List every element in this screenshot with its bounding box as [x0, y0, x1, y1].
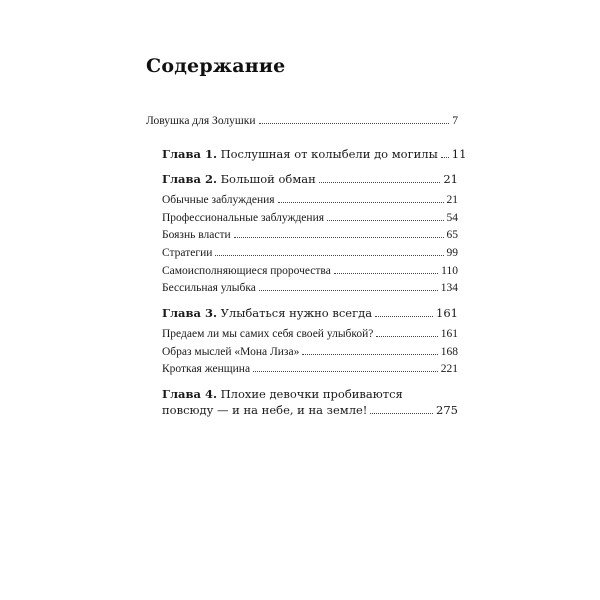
leader-dots [334, 272, 438, 274]
toc-entry-label: Ловушка для Золушки [146, 115, 256, 127]
toc-entry-chapter-1[interactable] [162, 147, 467, 161]
chapter-prefix: Глава 3. [162, 306, 217, 320]
toc-entry-page: 275 [436, 403, 458, 417]
chapter-title: Большой обман [220, 172, 316, 186]
toc-entry-section[interactable] [162, 281, 458, 295]
leader-dots [302, 353, 437, 355]
chapter-prefix: Глава 2. [162, 172, 217, 186]
toc-entry-chapter-2[interactable] [162, 172, 458, 186]
toc-entry-label [162, 172, 316, 186]
leader-dots [259, 289, 438, 291]
toc-entry-label: Образ мыслей «Мона Лиза» [162, 346, 300, 358]
toc-entry-label: Стратегии [162, 247, 213, 259]
toc-entry-page: 110 [441, 265, 458, 277]
toc-entry-page: 134 [440, 282, 458, 294]
chapter-title: Послушная от колыбели до могилы [220, 147, 438, 161]
leader-dots [376, 335, 437, 337]
toc-entry-label: Бессильная улыбка [162, 282, 256, 294]
chapter-title: Улыбаться нужно всегда [220, 306, 373, 320]
chapter-title: Плохие девочки пробиваются [220, 387, 403, 401]
toc-entry-section[interactable] [162, 264, 458, 278]
toc-entry-section[interactable] [162, 193, 458, 207]
toc-entry-page: 21 [446, 194, 458, 206]
chapter-prefix: Глава 4. [162, 387, 217, 401]
toc-entry-label-line-2 [162, 402, 458, 418]
leader-dots [234, 236, 444, 238]
toc-entry-page: 7 [452, 115, 458, 127]
toc-entry-section[interactable] [162, 211, 458, 225]
toc-entry-page: 168 [440, 346, 458, 358]
leader-dots [215, 254, 443, 256]
leader-dots [278, 201, 444, 203]
toc-entry-label: Самоисполняющиеся пророчества [162, 265, 331, 277]
toc-entry-section[interactable] [162, 362, 458, 376]
toc-entry-section[interactable] [162, 327, 458, 341]
toc-entry-page: 21 [443, 172, 458, 186]
toc-entry-label: Профессиональные заблуждения [162, 212, 325, 224]
toc-entry-chapter-4[interactable] [162, 386, 458, 418]
toc-entry-section[interactable] [162, 228, 458, 242]
toc-entry-label: Боязнь власти [162, 229, 231, 241]
toc-entry-page: 99 [446, 247, 458, 259]
leader-dots [370, 412, 433, 414]
chapter-prefix: Глава 1. [162, 147, 217, 161]
toc-entry-section[interactable] [162, 246, 458, 260]
toc-entry-label [162, 147, 438, 161]
page-title: Содержание [146, 55, 286, 77]
toc-entry-page: 221 [440, 363, 458, 375]
toc-entry-page: 65 [446, 229, 458, 241]
toc-entry-chapter-3[interactable] [162, 306, 458, 320]
leader-dots [375, 315, 433, 317]
toc-entry-page: 54 [446, 212, 458, 224]
toc-entry-label-line-1 [162, 386, 458, 402]
toc-entry-label [162, 306, 372, 320]
toc-entry-label: Обычные заблуждения [162, 194, 275, 206]
leader-dots [253, 370, 438, 372]
leader-dots [441, 156, 449, 158]
leader-dots [259, 122, 450, 124]
toc-entry-label: Предаем ли мы самих себя своей улыбкой? [162, 328, 374, 340]
toc-entry-page: 161 [436, 306, 458, 320]
toc-entry-page: 11 [451, 147, 467, 161]
leader-dots [319, 181, 441, 183]
toc-entry-section[interactable] [162, 345, 458, 359]
toc-entry-intro[interactable] [146, 114, 458, 128]
leader-dots [327, 219, 443, 221]
chapter-title-continued: повсюду — и на небе, и на земле! [162, 403, 368, 417]
toc-entry-page: 161 [440, 328, 458, 340]
toc-entry-label: Кроткая женщина [162, 363, 251, 375]
